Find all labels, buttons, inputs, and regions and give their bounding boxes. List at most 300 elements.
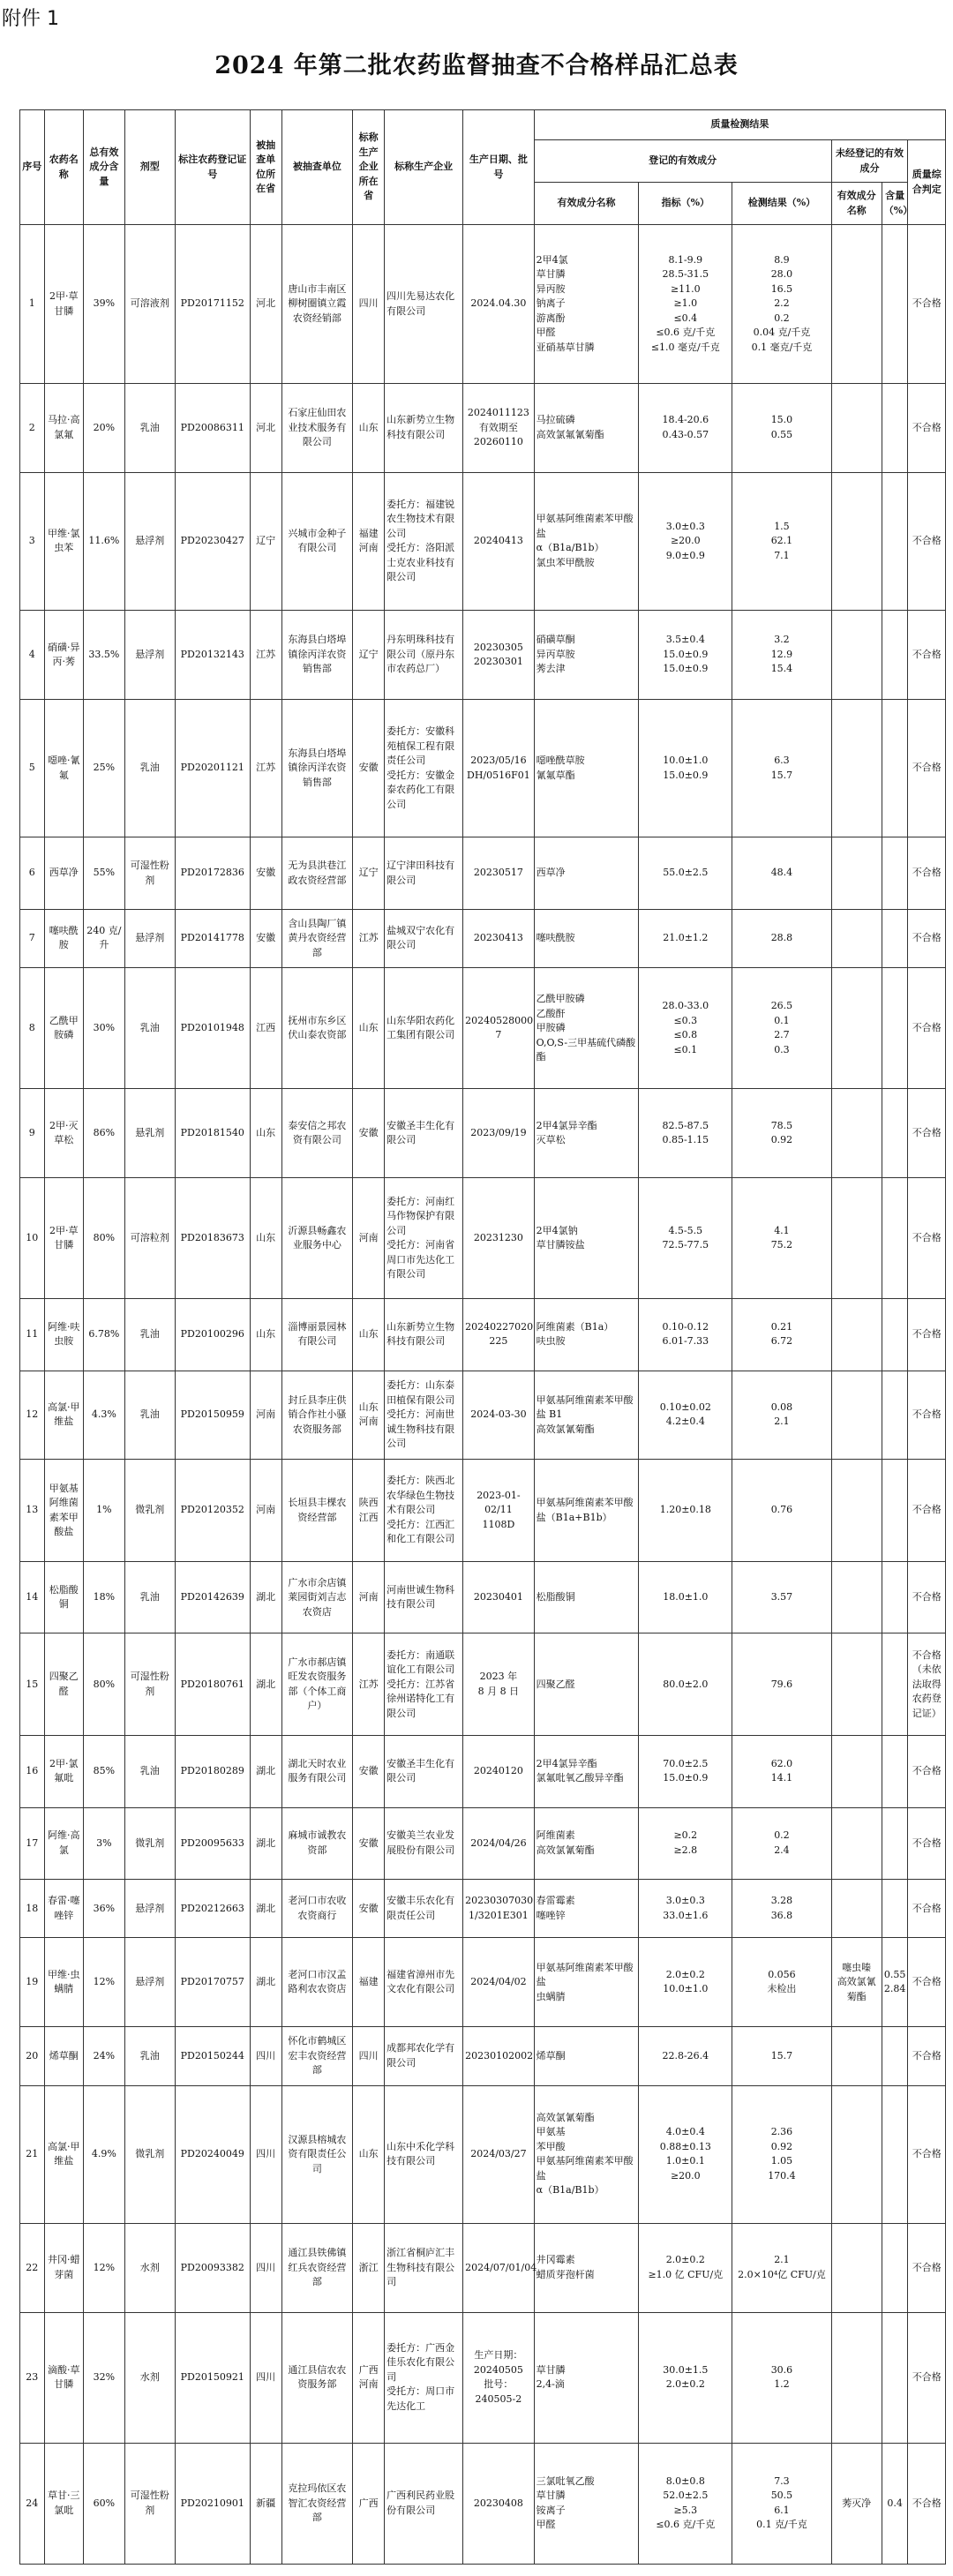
cell-date: 20240528000 7 bbox=[463, 968, 535, 1089]
table-row bbox=[20, 384, 946, 473]
cell-judgement: 不合格 bbox=[908, 225, 946, 384]
cell-prov-mfr: 广西 河南 bbox=[353, 2312, 385, 2443]
cell-u-name bbox=[831, 1633, 882, 1736]
cell-reg: PD20180289 bbox=[175, 1736, 250, 1807]
cell-unit: 兴城市金种子有限公司 bbox=[281, 472, 353, 610]
cell-spec: 2.0±0.2 ≥1.0 亿 CFU/克 bbox=[639, 2224, 732, 2313]
cell-manufacturer: 山东新势立生物科技有限公司 bbox=[385, 384, 463, 473]
cell-prov-mfr: 福建 河南 bbox=[353, 472, 385, 610]
cell-u-name bbox=[831, 472, 882, 610]
cell-name: 高氯·甲维盐 bbox=[44, 2085, 84, 2223]
cell-total: 55% bbox=[84, 837, 125, 909]
cell-manufacturer: 委托方：福建锐农生物技术有限公司 受托方：洛阳派士克农业科技有限公司 bbox=[385, 472, 463, 610]
cell-ai: 松脂酸铜 bbox=[534, 1562, 639, 1633]
cell-date: 生产日期： 20240505 批号： 240505-2 bbox=[463, 2312, 535, 2443]
cell-reg: PD20086311 bbox=[175, 384, 250, 473]
cell-total: 11.6% bbox=[84, 472, 125, 610]
col-spec: 指标（%） bbox=[639, 183, 732, 225]
cell-spec: 18.4-20.6 0.43-0.57 bbox=[639, 384, 732, 473]
cell-u-name bbox=[831, 2224, 882, 2313]
cell-reg: PD20093382 bbox=[175, 2224, 250, 2313]
cell-spec: 80.0±2.0 bbox=[639, 1633, 732, 1736]
cell-form: 可湿性粉剂 bbox=[124, 2443, 175, 2564]
cell-unit: 老河口市农收农资商行 bbox=[281, 1880, 353, 1938]
cell-ai: 烯草酮 bbox=[534, 2027, 639, 2085]
cell-judgement: 不合格 bbox=[908, 909, 946, 967]
cell-name: 高氯·甲维盐 bbox=[44, 1371, 84, 1460]
col-name: 农药名称 bbox=[44, 110, 84, 225]
cell-judgement: 不合格 bbox=[908, 1178, 946, 1299]
cell-ai: 2甲4氯异辛酯 氯氟吡氧乙酸异辛酯 bbox=[534, 1736, 639, 1807]
cell-u-content bbox=[882, 1807, 908, 1879]
cell-name: 甲维·虫螨腈 bbox=[44, 1938, 84, 2027]
cell-name: 西草净 bbox=[44, 837, 84, 909]
cell-judgement: 不合格 bbox=[908, 1880, 946, 1938]
cell-judgement: 不合格 bbox=[908, 2224, 946, 2313]
cell-spec: ≥0.2 ≥2.8 bbox=[639, 1807, 732, 1879]
cell-result: 0.21 6.72 bbox=[732, 1299, 831, 1371]
cell-reg: PD20141778 bbox=[175, 909, 250, 967]
cell-u-content bbox=[882, 1736, 908, 1807]
cell-name: 噻呋酰胺 bbox=[44, 909, 84, 967]
cell-prov-sampled: 河北 bbox=[250, 225, 281, 384]
col-u-content: 含量（%） bbox=[882, 183, 908, 225]
cell-ai: 2甲4氯异辛酯 灭草松 bbox=[534, 1089, 639, 1178]
summary-table bbox=[19, 109, 946, 2565]
cell-spec: 1.20±0.18 bbox=[639, 1460, 732, 1562]
cell-manufacturer: 安徽圣丰生化有限公司 bbox=[385, 1736, 463, 1807]
cell-u-name bbox=[831, 2312, 882, 2443]
cell-spec: 8.1-9.9 28.5-31.5 ≥11.0 ≥1.0 ≤0.4 ≤0.6 克/千克 ≤1.0 毫克/千克 bbox=[639, 225, 732, 384]
table-row bbox=[20, 1938, 946, 2027]
cell-manufacturer: 丹东明珠科技有限公司（原丹东市农药总厂） bbox=[385, 611, 463, 700]
cell-spec: 3.5±0.4 15.0±0.9 15.0±0.9 bbox=[639, 611, 732, 700]
cell-spec: 4.5-5.5 72.5-77.5 bbox=[639, 1178, 732, 1299]
cell-judgement: 不合格（未依法取得农药登记证） bbox=[908, 1633, 946, 1736]
cell-prov-sampled: 山东 bbox=[250, 1089, 281, 1178]
cell-prov-mfr: 山东 bbox=[353, 968, 385, 1089]
cell-u-content bbox=[882, 611, 908, 700]
cell-u-content bbox=[882, 1089, 908, 1178]
col-sampled-unit: 被抽查单位 bbox=[281, 110, 353, 225]
cell-no: 7 bbox=[20, 909, 45, 967]
cell-u-content bbox=[882, 968, 908, 1089]
cell-u-name bbox=[831, 1736, 882, 1807]
cell-spec: 21.0±1.2 bbox=[639, 909, 732, 967]
cell-ai: 硝磺草酮 异丙草胺 莠去津 bbox=[534, 611, 639, 700]
cell-no: 14 bbox=[20, 1562, 45, 1633]
cell-no: 3 bbox=[20, 472, 45, 610]
cell-unit: 唐山市丰南区柳树圈镇立霞农资经销部 bbox=[281, 225, 353, 384]
cell-u-content bbox=[882, 225, 908, 384]
cell-judgement: 不合格 bbox=[908, 2085, 946, 2223]
cell-ai: 甲氨基阿维菌素苯甲酸盐 虫螨腈 bbox=[534, 1938, 639, 2027]
cell-u-content bbox=[882, 472, 908, 610]
cell-u-name bbox=[831, 1299, 882, 1371]
cell-result: 7.3 50.5 6.1 0.1 克/千克 bbox=[732, 2443, 831, 2564]
cell-total: 85% bbox=[84, 1736, 125, 1807]
cell-prov-sampled: 河北 bbox=[250, 384, 281, 473]
cell-manufacturer: 福建省漳州市先文农化有限公司 bbox=[385, 1938, 463, 2027]
cell-form: 悬浮剂 bbox=[124, 472, 175, 610]
cell-manufacturer: 辽宁津田科技有限公司 bbox=[385, 837, 463, 909]
cell-reg: PD20142639 bbox=[175, 1562, 250, 1633]
cell-no: 1 bbox=[20, 225, 45, 384]
cell-form: 悬乳剂 bbox=[124, 1089, 175, 1178]
cell-date: 20231230 bbox=[463, 1178, 535, 1299]
cell-unit: 淄博丽景园林有限公司 bbox=[281, 1299, 353, 1371]
cell-form: 微乳剂 bbox=[124, 2085, 175, 2223]
cell-prov-mfr: 山东 bbox=[353, 2085, 385, 2223]
cell-reg: PD20181540 bbox=[175, 1089, 250, 1178]
cell-name: 滴酸·草甘膦 bbox=[44, 2312, 84, 2443]
cell-judgement: 不合格 bbox=[908, 1938, 946, 2027]
cell-manufacturer: 安徽圣丰生化有限公司 bbox=[385, 1089, 463, 1178]
cell-total: 86% bbox=[84, 1089, 125, 1178]
cell-result: 78.5 0.92 bbox=[732, 1089, 831, 1178]
table-row bbox=[20, 2224, 946, 2313]
cell-no: 20 bbox=[20, 2027, 45, 2085]
cell-name: 甲维·氯虫苯 bbox=[44, 472, 84, 610]
cell-date: 20230408 bbox=[463, 2443, 535, 2564]
cell-prov-sampled: 辽宁 bbox=[250, 472, 281, 610]
col-date-batch: 生产日期、批号 bbox=[463, 110, 535, 225]
cell-date: 2023 年 8 月 8 日 bbox=[463, 1633, 535, 1736]
cell-prov-sampled: 四川 bbox=[250, 2027, 281, 2085]
cell-unit: 汉源县榕城农资有限责任公司 bbox=[281, 2085, 353, 2223]
cell-form: 水剂 bbox=[124, 2312, 175, 2443]
col-quality-result: 质量检测结果 bbox=[534, 110, 945, 140]
cell-unit: 湖北天时农业服务有限公司 bbox=[281, 1736, 353, 1807]
cell-ai: 2甲4氯 草甘膦 异丙胺 钠离子 游离酚 甲醛 亚硝基草甘膦 bbox=[534, 225, 639, 384]
cell-ai: 甲氨基阿维菌素苯甲酸盐 B1 高效氯氰菊酯 bbox=[534, 1371, 639, 1460]
cell-unit: 无为县洪巷江政农资经营部 bbox=[281, 837, 353, 909]
col-result: 检测结果（%） bbox=[732, 183, 831, 225]
cell-reg: PD20172836 bbox=[175, 837, 250, 909]
cell-result: 6.3 15.7 bbox=[732, 699, 831, 837]
table-row bbox=[20, 1736, 946, 1807]
cell-judgement: 不合格 bbox=[908, 1562, 946, 1633]
cell-manufacturer: 浙江省桐庐汇丰生物科技有限公司 bbox=[385, 2224, 463, 2313]
cell-prov-mfr: 浙江 bbox=[353, 2224, 385, 2313]
cell-name: 2甲·草甘膦 bbox=[44, 225, 84, 384]
cell-u-name bbox=[831, 611, 882, 700]
cell-form: 乳油 bbox=[124, 2027, 175, 2085]
cell-total: 32% bbox=[84, 2312, 125, 2443]
cell-spec: 3.0±0.3 ≥20.0 9.0±0.9 bbox=[639, 472, 732, 610]
cell-prov-sampled: 安徽 bbox=[250, 909, 281, 967]
cell-judgement: 不合格 bbox=[908, 2312, 946, 2443]
cell-date: 2023-01-02/11 1108D bbox=[463, 1460, 535, 1562]
cell-name: 烯草酮 bbox=[44, 2027, 84, 2085]
cell-manufacturer: 成都邦农化学有限公司 bbox=[385, 2027, 463, 2085]
cell-judgement: 不合格 bbox=[908, 1807, 946, 1879]
table-row bbox=[20, 968, 946, 1089]
cell-name: 马拉·高氯氟 bbox=[44, 384, 84, 473]
cell-total: 12% bbox=[84, 1938, 125, 2027]
cell-manufacturer: 委托方：安徽科苑植保工程有限责任公司 受托方：安徽金泰农药化工有限公司 bbox=[385, 699, 463, 837]
col-form: 剂型 bbox=[124, 110, 175, 225]
cell-prov-sampled: 山东 bbox=[250, 1299, 281, 1371]
col-manufacturer: 标称生产企业 bbox=[385, 110, 463, 225]
cell-result: 15.0 0.55 bbox=[732, 384, 831, 473]
cell-u-content bbox=[882, 1299, 908, 1371]
cell-result: 26.5 0.1 2.7 0.3 bbox=[732, 968, 831, 1089]
cell-prov-sampled: 湖北 bbox=[250, 1807, 281, 1879]
col-total-content: 总有效成分含量 bbox=[84, 110, 125, 225]
cell-prov-mfr: 河南 bbox=[353, 1562, 385, 1633]
table-row bbox=[20, 1371, 946, 1460]
cell-result: 8.9 28.0 16.5 2.2 0.2 0.04 克/千克 0.1 毫克/千克 bbox=[732, 225, 831, 384]
cell-spec: 28.0-33.0 ≤0.3 ≤0.8 ≤0.1 bbox=[639, 968, 732, 1089]
col-ai-name: 有效成分名称 bbox=[534, 183, 639, 225]
cell-unit: 泰安信之邦农资有限公司 bbox=[281, 1089, 353, 1178]
table-row bbox=[20, 1562, 946, 1633]
cell-total: 60% bbox=[84, 2443, 125, 2564]
cell-u-content bbox=[882, 837, 908, 909]
cell-total: 39% bbox=[84, 225, 125, 384]
cell-u-name bbox=[831, 837, 882, 909]
cell-result: 3.28 36.8 bbox=[732, 1880, 831, 1938]
cell-unit: 含山县陶厂镇黄丹农资经营部 bbox=[281, 909, 353, 967]
cell-manufacturer: 山东华阳农药化工集团有限公司 bbox=[385, 968, 463, 1089]
cell-total: 4.3% bbox=[84, 1371, 125, 1460]
cell-ai: 马拉硫磷 高效氯氟氰菊酯 bbox=[534, 384, 639, 473]
cell-unit: 麻城市诚教农资部 bbox=[281, 1807, 353, 1879]
cell-total: 80% bbox=[84, 1178, 125, 1299]
cell-date: 20240120 bbox=[463, 1736, 535, 1807]
cell-prov-mfr: 山东 bbox=[353, 1299, 385, 1371]
cell-reg: PD20150921 bbox=[175, 2312, 250, 2443]
table-row bbox=[20, 1299, 946, 1371]
cell-prov-mfr: 江苏 bbox=[353, 909, 385, 967]
cell-name: 春雷·噻唑锌 bbox=[44, 1880, 84, 1938]
cell-ai: 甲氨基阿维菌素苯甲酸盐 α（B1a/B1b） 氯虫苯甲酰胺 bbox=[534, 472, 639, 610]
cell-total: 6.78% bbox=[84, 1299, 125, 1371]
cell-total: 25% bbox=[84, 699, 125, 837]
cell-prov-mfr: 四川 bbox=[353, 225, 385, 384]
cell-no: 5 bbox=[20, 699, 45, 837]
table-row bbox=[20, 699, 946, 837]
cell-name: 四聚乙醛 bbox=[44, 1633, 84, 1736]
cell-date: 20240227020 225 bbox=[463, 1299, 535, 1371]
cell-form: 乳油 bbox=[124, 1562, 175, 1633]
cell-spec: 4.0±0.4 0.88±0.13 1.0±0.1 ≥20.0 bbox=[639, 2085, 732, 2223]
cell-reg: PD20170757 bbox=[175, 1938, 250, 2027]
cell-total: 36% bbox=[84, 1880, 125, 1938]
cell-result: 2.1 2.0×10⁴亿 CFU/克 bbox=[732, 2224, 831, 2313]
table-row bbox=[20, 1807, 946, 1879]
cell-unit: 封丘县李庄供销合作社小骚农资服务部 bbox=[281, 1371, 353, 1460]
cell-ai: 草甘膦 2,4-滴 bbox=[534, 2312, 639, 2443]
cell-judgement: 不合格 bbox=[908, 837, 946, 909]
cell-result: 0.056 未检出 bbox=[732, 1938, 831, 2027]
cell-unit: 沂源县畅鑫农业服务中心 bbox=[281, 1178, 353, 1299]
cell-name: 甲氨基阿维菌素苯甲酸盐 bbox=[44, 1460, 84, 1562]
cell-form: 微乳剂 bbox=[124, 1807, 175, 1879]
cell-unit: 石家庄仙田农业技术服务有限公司 bbox=[281, 384, 353, 473]
cell-result: 62.0 14.1 bbox=[732, 1736, 831, 1807]
cell-prov-mfr: 广西 bbox=[353, 2443, 385, 2564]
cell-judgement: 不合格 bbox=[908, 472, 946, 610]
cell-u-content: 0.55 2.84 bbox=[882, 1938, 908, 2027]
cell-u-content bbox=[882, 1178, 908, 1299]
cell-judgement: 不合格 bbox=[908, 699, 946, 837]
cell-result: 0.08 2.1 bbox=[732, 1371, 831, 1460]
cell-u-name: 莠灭净 bbox=[831, 2443, 882, 2564]
cell-total: 33.5% bbox=[84, 611, 125, 700]
cell-no: 22 bbox=[20, 2224, 45, 2313]
cell-no: 13 bbox=[20, 1460, 45, 1562]
cell-spec: 0.10±0.02 4.2±0.4 bbox=[639, 1371, 732, 1460]
cell-form: 水剂 bbox=[124, 2224, 175, 2313]
cell-spec: 10.0±1.0 15.0±0.9 bbox=[639, 699, 732, 837]
document-title: 2024 年第二批农药监督抽查不合格样品汇总表 bbox=[214, 52, 739, 79]
cell-total: 12% bbox=[84, 2224, 125, 2313]
cell-reg: PD20100296 bbox=[175, 1299, 250, 1371]
cell-unit: 广水市郝店镇旺发农资服务部（个体工商户） bbox=[281, 1633, 353, 1736]
cell-date: 20230517 bbox=[463, 837, 535, 909]
cell-reg: PD20171152 bbox=[175, 225, 250, 384]
cell-prov-sampled: 湖北 bbox=[250, 1938, 281, 2027]
cell-u-name bbox=[831, 1371, 882, 1460]
cell-no: 18 bbox=[20, 1880, 45, 1938]
cell-total: 3% bbox=[84, 1807, 125, 1879]
cell-name: 噁唑·氰氟 bbox=[44, 699, 84, 837]
table-body bbox=[20, 225, 946, 2565]
cell-judgement: 不合格 bbox=[908, 968, 946, 1089]
cell-prov-sampled: 四川 bbox=[250, 2085, 281, 2223]
cell-no: 19 bbox=[20, 1938, 45, 2027]
cell-no: 8 bbox=[20, 968, 45, 1089]
cell-u-name bbox=[831, 2085, 882, 2223]
cell-form: 微乳剂 bbox=[124, 1460, 175, 1562]
cell-u-name bbox=[831, 968, 882, 1089]
cell-ai: 噁唑酰草胺 氰氟草酯 bbox=[534, 699, 639, 837]
col-seq: 序号 bbox=[20, 110, 45, 225]
cell-ai: 井冈霉素 蜡质芽孢杆菌 bbox=[534, 2224, 639, 2313]
cell-no: 9 bbox=[20, 1089, 45, 1178]
cell-prov-mfr: 陕西 江西 bbox=[353, 1460, 385, 1562]
table-row bbox=[20, 472, 946, 610]
cell-name: 2甲·氯氟吡 bbox=[44, 1736, 84, 1807]
cell-total: 20% bbox=[84, 384, 125, 473]
cell-name: 2甲·草甘膦 bbox=[44, 1178, 84, 1299]
cell-ai: 阿维菌素 高效氯氰菊酯 bbox=[534, 1807, 639, 1879]
cell-reg: PD20240049 bbox=[175, 2085, 250, 2223]
cell-spec: 2.0±0.2 10.0±1.0 bbox=[639, 1938, 732, 2027]
cell-prov-sampled: 四川 bbox=[250, 2312, 281, 2443]
cell-ai: 高效氯氰菊酯 甲氨基 苯甲酸 甲氨基阿维菌素苯甲酸盐 α（B1a/B1b） bbox=[534, 2085, 639, 2223]
cell-manufacturer: 委托方：山东泰田植保有限公司 受托方：河南世诚生物科技有限公司 bbox=[385, 1371, 463, 1460]
cell-prov-sampled: 江西 bbox=[250, 968, 281, 1089]
cell-form: 乳油 bbox=[124, 1736, 175, 1807]
cell-result: 1.5 62.1 7.1 bbox=[732, 472, 831, 610]
cell-judgement: 不合格 bbox=[908, 1736, 946, 1807]
cell-prov-sampled: 安徽 bbox=[250, 837, 281, 909]
cell-ai: 2甲4氯钠 草甘膦铵盐 bbox=[534, 1178, 639, 1299]
cell-total: 80% bbox=[84, 1633, 125, 1736]
cell-reg: PD20132143 bbox=[175, 611, 250, 700]
cell-manufacturer: 委托方：河南红马作物保护有限公司 受托方：河南省周口市先达化工有限公司 bbox=[385, 1178, 463, 1299]
cell-no: 11 bbox=[20, 1299, 45, 1371]
cell-date: 2024/07/01/04 bbox=[463, 2224, 535, 2313]
cell-manufacturer: 山东新势立生物科技有限公司 bbox=[385, 1299, 463, 1371]
col-judgement: 质量综合判定 bbox=[908, 140, 946, 225]
table-row bbox=[20, 1460, 946, 1562]
cell-u-content bbox=[882, 2224, 908, 2313]
cell-result: 30.6 1.2 bbox=[732, 2312, 831, 2443]
cell-reg: PD20212663 bbox=[175, 1880, 250, 1938]
cell-form: 乳油 bbox=[124, 384, 175, 473]
cell-date: 2023/09/19 bbox=[463, 1089, 535, 1178]
cell-date: 2024.04.30 bbox=[463, 225, 535, 384]
cell-date: 20230305 20230301 bbox=[463, 611, 535, 700]
cell-date: 20230102002 bbox=[463, 2027, 535, 2085]
cell-spec: 3.0±0.3 33.0±1.6 bbox=[639, 1880, 732, 1938]
cell-judgement: 不合格 bbox=[908, 2027, 946, 2085]
cell-date: 2024/04/26 bbox=[463, 1807, 535, 1879]
cell-form: 乳油 bbox=[124, 968, 175, 1089]
cell-date: 2024/03/27 bbox=[463, 2085, 535, 2223]
cell-u-name bbox=[831, 1089, 882, 1178]
cell-manufacturer: 四川先易达农化有限公司 bbox=[385, 225, 463, 384]
cell-form: 悬浮剂 bbox=[124, 909, 175, 967]
cell-result: 3.57 bbox=[732, 1562, 831, 1633]
cell-total: 24% bbox=[84, 2027, 125, 2085]
cell-prov-mfr: 山东 bbox=[353, 384, 385, 473]
cell-form: 悬浮剂 bbox=[124, 1880, 175, 1938]
cell-unit: 长垣县丰棵农资经营部 bbox=[281, 1460, 353, 1562]
cell-ai: 阿维菌素（B1a） 呋虫胺 bbox=[534, 1299, 639, 1371]
cell-prov-sampled: 江苏 bbox=[250, 611, 281, 700]
cell-ai: 乙酰甲胺磷 乙酸酐 甲胺磷 O,O,S-三甲基硫代磷酸酯 bbox=[534, 968, 639, 1089]
cell-name: 2甲·灭草松 bbox=[44, 1089, 84, 1178]
cell-total: 240 克/升 bbox=[84, 909, 125, 967]
cell-manufacturer: 安徽美兰农业发展股份有限公司 bbox=[385, 1807, 463, 1879]
cell-prov-mfr: 安徽 bbox=[353, 1807, 385, 1879]
cell-result: 48.4 bbox=[732, 837, 831, 909]
cell-ai: 春雷霉素 噻唑锌 bbox=[534, 1880, 639, 1938]
cell-result: 0.76 bbox=[732, 1460, 831, 1562]
col-province-sampled: 被抽查单位所在省 bbox=[250, 110, 281, 225]
cell-manufacturer: 山东中禾化学科技有限公司 bbox=[385, 2085, 463, 2223]
cell-reg: PD20101948 bbox=[175, 968, 250, 1089]
cell-name: 井冈·蜡芽菌 bbox=[44, 2224, 84, 2313]
cell-prov-sampled: 河南 bbox=[250, 1460, 281, 1562]
cell-manufacturer: 安徽丰乐农化有限责任公司 bbox=[385, 1880, 463, 1938]
cell-u-content bbox=[882, 2312, 908, 2443]
cell-u-name bbox=[831, 2027, 882, 2085]
cell-manufacturer: 委托方：陕西北农华绿色生物技术有限公司 受托方：江西汇和化工有限公司 bbox=[385, 1460, 463, 1562]
col-unregistered-ai: 未经登记的有效成分 bbox=[831, 140, 908, 183]
cell-unit: 怀化市鹤城区宏丰农资经营部 bbox=[281, 2027, 353, 2085]
col-registered-ai: 登记的有效成分 bbox=[534, 140, 831, 183]
col-reg-no: 标注农药登记证号 bbox=[175, 110, 250, 225]
cell-ai: 甲氨基阿维菌素苯甲酸盐（B1a+B1b） bbox=[534, 1460, 639, 1562]
cell-unit: 克拉玛依区农智汇农资经营部 bbox=[281, 2443, 353, 2564]
cell-reg: PD20210901 bbox=[175, 2443, 250, 2564]
cell-u-name bbox=[831, 1562, 882, 1633]
cell-judgement: 不合格 bbox=[908, 1460, 946, 1562]
table-row bbox=[20, 2085, 946, 2223]
cell-manufacturer: 广西利民药业股份有限公司 bbox=[385, 2443, 463, 2564]
cell-unit: 广水市余店镇莱园街刘吉志农资店 bbox=[281, 1562, 353, 1633]
cell-form: 悬浮剂 bbox=[124, 1938, 175, 2027]
cell-form: 乳油 bbox=[124, 1299, 175, 1371]
cell-form: 乳油 bbox=[124, 699, 175, 837]
cell-no: 15 bbox=[20, 1633, 45, 1736]
